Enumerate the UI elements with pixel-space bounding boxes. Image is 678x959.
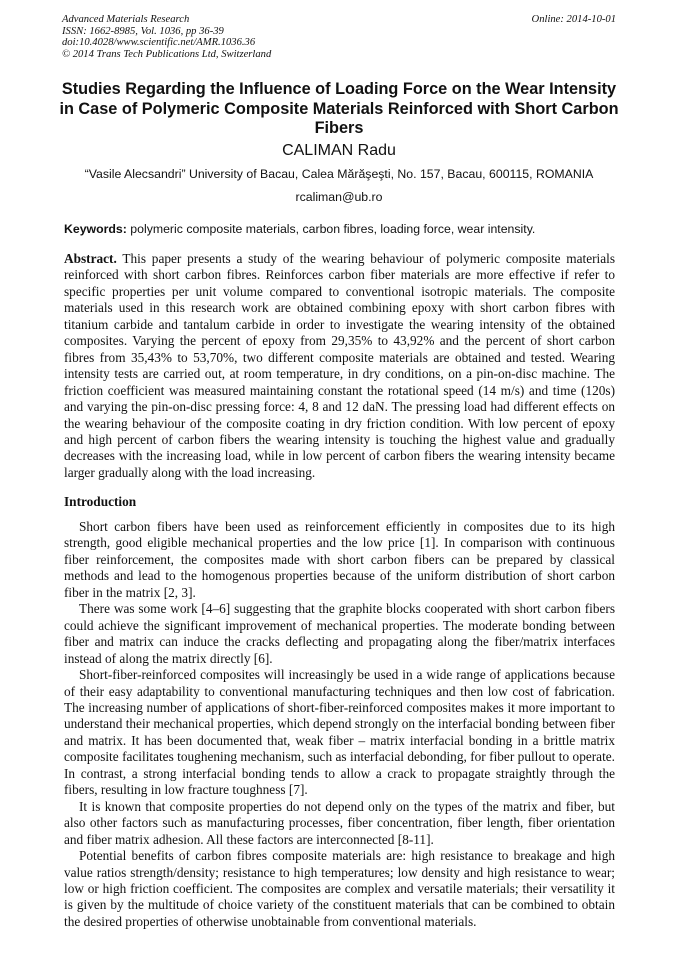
introduction-body: [64, 519, 615, 930]
paper-title: Studies Regarding the Influence of Loading Force on the Wear Intensity in Case of Polymeric Composite Materials Reinforced with Short Carbon Fibers: [59, 80, 619, 137]
keywords-text: polymeric composite materials, carbon fibres, loading force, wear intensity.: [126, 222, 536, 236]
abstract: [64, 251, 615, 481]
abstract-text: This paper presents a study of the wearing behaviour of polymeric composite materials reinforced with short carbon fibres. Reinforces carbon fiber materials are more effective if refer to specific properties per unit volume compared to conventional isotropic materials. The composite materials used in this research work are obtained combining epoxy with short carbon fibres with titanium carbide and tantalum carbide in order to investigate the wearing intensity of the obtained composites. Varying the percent of epoxy from 29,35% to 43,92% and the percent of short carbon fibres from 35,43% to 53,70%, two different composite materials are obtained and tested. Wearing intensity tests are carried out, at room temperature, in dry conditions, on a pin-on-disc machine. The friction coefficient was measured maintaining constant the rotational speed (14 m/s) and time (120s) and varying the pin-on-disc pressing force: 4, 8 and 12 daN. The pressing load had different effects on the wearing behaviour of the composite coating in dry friction condition. With low percent of epoxy and high percent of carbon fibers the wearing intensity is touching the highest value and gradually decreases with the increasing load, while in low percent of carbon fibers the wearing intensity became larger gradually along with the load increasing.: [64, 251, 615, 480]
affiliation: “Vasile Alecsandri” University of Bacau, Calea Mărăşeşti, No. 157, Bacau, 600115, ROMANIA: [84, 167, 594, 181]
keywords: [64, 222, 624, 236]
paragraph: It is known that composite properties do not depend only on the types of the matrix and fiber, but also other factors such as manufacturing processes, fiber concentration, fiber length, fiber orientation and fiber matrix adhesion. All these factors are interconnected [8-11].: [64, 798, 615, 847]
journal-name: Advanced Materials Research: [62, 14, 190, 25]
issn: ISSN: 1662-8985, Vol. 1036, pp 36-39: [62, 25, 224, 37]
section-heading-introduction: Introduction: [64, 494, 137, 509]
online-date: Online: 2014-10-01: [531, 14, 616, 25]
doi: doi:10.4028/www.scientific.net/AMR.1036.36: [62, 37, 256, 49]
paragraph: Potential benefits of carbon fibres composite materials are: high resistance to breakage and high value ratios strength/density; resistance to high temperatures; low density and high resistance to wear; low or high friction coefficient. The composites are complex and versatile materials; their versatility it is given by the multitude of choice variety of the constituent materials that can be combined to obtain the desired properties of otherwise unobtainable from conventional materials.: [64, 848, 615, 929]
paragraph: Short-fiber-reinforced composites will increasingly be used in a wide range of applications because of their easy adaptability to conventional manufacturing techniques and then low cost of fabrication. The increasing number of applications of short-fiber-reinforced composites makes it more important to understand their mechanical properties, which depend strongly on the interfacial bonding between fiber and matrix. It has been documented that, weak fiber – matrix interfacial bonding in a brittle matrix composite facilitates toughening mechanism, such as interfacial debonding, for fiber pullout to operate. In contrast, a strong interfacial bonding tends to allow a crack to propagate straightly through the fibers, resulting in low fracture toughness [7].: [64, 667, 615, 798]
paragraph: There was some work [4–6] suggesting that the graphite blocks cooperated with short carbon fibers could achieve the significant improvement of mechanical properties. The moderate bonding between fiber and matrix can induce the cracks deflecting and propagating along the fiber/matrix interfaces instead of along the matrix directly [6].: [64, 601, 615, 666]
copyright: © 2014 Trans Tech Publications Ltd, Switzerland: [62, 48, 272, 60]
paragraph: Short carbon fibers have been used as reinforcement efficiently in composites due to its high strength, good eligible mechanical properties and the low price [1]. In comparison with continuous fiber reinforcement, the composites made with short carbon fibers can be prepared by classical methods and lead to the homogenous properties because of the uniform distribution of short carbon fiber in the matrix [2, 3].: [64, 519, 615, 600]
author: CALIMAN Radu: [282, 142, 396, 159]
journal-header: [62, 14, 271, 60]
author-email: rcaliman@ub.ro: [295, 190, 383, 204]
abstract-label: Abstract.: [64, 251, 117, 266]
keywords-label: Keywords:: [64, 222, 127, 236]
